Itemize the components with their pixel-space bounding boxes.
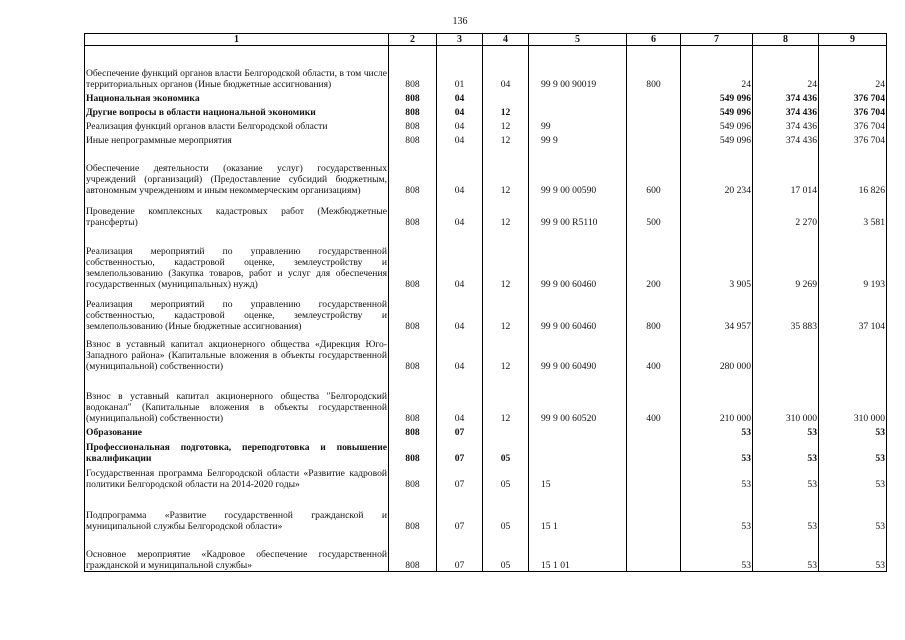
amount-col8 [753, 46, 819, 66]
amount-col9: 24 [819, 66, 887, 90]
code-target [529, 46, 627, 66]
amount-col8: 2 270 [753, 196, 819, 228]
amount-col8: 9 269 [753, 228, 819, 290]
table-row [85, 66, 887, 90]
code-subsection: 12 [483, 372, 529, 424]
amount-col9 [819, 332, 887, 372]
code-subsection: 12 [483, 196, 529, 228]
row-name: Другие вопросы в области национальной экономики [85, 104, 389, 118]
amount-col8: 374 436 [753, 132, 819, 146]
code-ministry: 808 [389, 532, 437, 572]
amount-col7: 20 234 [681, 146, 753, 196]
row-name: Реализация мероприятий по управлению государственной собственностью, кадастровой оценке, землеустройству и землепользованию (Иные бюджетные ассигнования) [85, 290, 389, 332]
code-ministry: 808 [389, 118, 437, 132]
code-target: 99 9 00 00590 [529, 146, 627, 196]
table-body [85, 46, 887, 572]
code-expense-type: 400 [627, 372, 681, 424]
code-subsection: 12 [483, 146, 529, 196]
amount-col7 [681, 46, 753, 66]
code-subsection [483, 90, 529, 104]
code-target: 15 1 [529, 490, 627, 532]
code-target [529, 424, 627, 438]
code-ministry: 808 [389, 464, 437, 490]
amount-col7: 549 096 [681, 118, 753, 132]
code-expense-type: 600 [627, 146, 681, 196]
amount-col7: 210 000 [681, 372, 753, 424]
amount-col7: 53 [681, 438, 753, 464]
amount-col9: 53 [819, 490, 887, 532]
code-section: 04 [437, 228, 483, 290]
code-ministry: 808 [389, 372, 437, 424]
code-subsection: 05 [483, 438, 529, 464]
code-target: 99 9 00 60520 [529, 372, 627, 424]
code-expense-type [627, 46, 681, 66]
code-section: 04 [437, 104, 483, 118]
code-expense-type [627, 490, 681, 532]
row-name: Иные непрограммные мероприятия [85, 132, 389, 146]
code-target [529, 90, 627, 104]
amount-col9: 9 193 [819, 228, 887, 290]
amount-col7: 53 [681, 424, 753, 438]
column-header: 9 [819, 34, 887, 46]
column-header: 6 [627, 34, 681, 46]
amount-col7: 280 000 [681, 332, 753, 372]
table-row [85, 438, 887, 464]
amount-col9: 376 704 [819, 118, 887, 132]
row-name: Основное мероприятие «Кадровое обеспечение государственной гражданской и муниципальной службы» [85, 532, 389, 572]
amount-col8: 53 [753, 424, 819, 438]
column-header: 5 [529, 34, 627, 46]
code-subsection: 12 [483, 332, 529, 372]
code-subsection: 12 [483, 132, 529, 146]
amount-col8: 24 [753, 66, 819, 90]
amount-col7: 3 905 [681, 228, 753, 290]
amount-col7: 34 957 [681, 290, 753, 332]
code-subsection: 05 [483, 532, 529, 572]
table-row [85, 90, 887, 104]
row-name: Государственная программа Белгородской области «Развитие кадровой политики Белгородской области на 2014-2020 годы» [85, 464, 389, 490]
code-target: 15 [529, 464, 627, 490]
code-target: 99 9 00 60460 [529, 290, 627, 332]
code-ministry: 808 [389, 90, 437, 104]
code-section: 04 [437, 332, 483, 372]
row-name: Реализация функций органов власти Белгородской области [85, 118, 389, 132]
code-subsection: 12 [483, 118, 529, 132]
row-name: Национальная экономика [85, 90, 389, 104]
row-name: Проведение комплексных кадастровых работ (Межбюджетные трансферты) [85, 196, 389, 228]
code-expense-type: 400 [627, 332, 681, 372]
code-section: 04 [437, 372, 483, 424]
amount-col9: 53 [819, 438, 887, 464]
code-expense-type [627, 104, 681, 118]
row-name: Обеспечение функций органов власти Белгородской области, в том числе территориальных органов (Иные бюджетные ассигнования) [86, 67, 387, 90]
code-ministry: 808 [389, 228, 437, 290]
table-row [85, 532, 887, 572]
code-target: 99 9 00 R5110 [529, 196, 627, 228]
table-row [85, 146, 887, 196]
code-target: 99 9 00 60460 [529, 228, 627, 290]
table-row [85, 228, 887, 290]
code-subsection: 05 [483, 464, 529, 490]
code-ministry: 808 [389, 66, 437, 90]
code-expense-type: 500 [627, 196, 681, 228]
amount-col7: 53 [681, 464, 753, 490]
code-section: 04 [437, 132, 483, 146]
amount-col8 [753, 332, 819, 372]
column-header: 3 [437, 34, 483, 46]
amount-col9: 53 [819, 464, 887, 490]
column-header: 8 [753, 34, 819, 46]
code-section: 04 [437, 290, 483, 332]
amount-col7: 549 096 [681, 104, 753, 118]
code-expense-type [627, 90, 681, 104]
column-header: 4 [483, 34, 529, 46]
row-name [85, 46, 389, 66]
code-target: 15 1 01 [529, 532, 627, 572]
row-name: Взнос в уставный капитал акционерного общества «Дирекция Юго-Западного района» (Капитальные вложения в объекты государственной (муниципальной) собственности) [85, 332, 389, 372]
amount-col7: 53 [681, 532, 753, 572]
code-expense-type [627, 132, 681, 146]
amount-col7: 549 096 [681, 132, 753, 146]
amount-col7 [681, 196, 753, 228]
row-name: Образование [85, 424, 389, 438]
row-name: Профессиональная подготовка, переподготовка и повышение квалификации [85, 438, 389, 464]
code-target [529, 104, 627, 118]
table-row [85, 332, 887, 372]
row-name: Реализация мероприятий по управлению государственной собственностью, кадастровой оценке, землеустройству и землепользованию (Закупка товаров, работ и услуг для обеспечения государственных (муниципальных) нужд) [85, 228, 389, 290]
amount-col9: 376 704 [819, 104, 887, 118]
code-ministry: 808 [389, 104, 437, 118]
amount-col9: 37 104 [819, 290, 887, 332]
code-expense-type: 200 [627, 228, 681, 290]
amount-col9: 16 826 [819, 146, 887, 196]
amount-col9: 310 000 [819, 372, 887, 424]
code-target: 99 [529, 118, 627, 132]
amount-col9: 53 [819, 424, 887, 438]
row-name: Взнос в уставный капитал акционерного общества "Белгородский водоканал" (Капитальные вложения в объекты государственной (муниципальной) собственности) [85, 372, 389, 424]
amount-col8: 53 [753, 438, 819, 464]
code-ministry: 808 [389, 438, 437, 464]
code-section: 04 [437, 146, 483, 196]
budget-table [84, 33, 887, 572]
code-target: 99 9 00 90019 [529, 66, 627, 90]
amount-col8: 374 436 [753, 90, 819, 104]
amount-col8: 53 [753, 490, 819, 532]
code-target: 99 9 [529, 132, 627, 146]
table-row [85, 104, 887, 118]
amount-col7: 549 096 [681, 90, 753, 104]
amount-col9: 376 704 [819, 132, 887, 146]
code-expense-type [627, 438, 681, 464]
code-section: 07 [437, 438, 483, 464]
code-section: 07 [437, 424, 483, 438]
code-section: 07 [437, 490, 483, 532]
code-target: 99 9 00 60490 [529, 332, 627, 372]
amount-col9: 376 704 [819, 90, 887, 104]
code-ministry: 808 [389, 132, 437, 146]
header-row [85, 34, 887, 46]
code-target [529, 438, 627, 464]
code-section: 07 [437, 464, 483, 490]
code-subsection [483, 46, 529, 66]
code-section: 04 [437, 90, 483, 104]
code-section: 04 [437, 118, 483, 132]
table-row [85, 372, 887, 424]
amount-col9: 3 581 [819, 196, 887, 228]
row-name: Подпрограмма «Развитие государственной гражданской и муниципальной службы Белгородской области» [85, 490, 389, 532]
table-row [85, 290, 887, 332]
amount-col8: 374 436 [753, 118, 819, 132]
amount-col7: 24 [681, 66, 753, 90]
code-subsection: 04 [483, 66, 529, 90]
row-name: Обеспечение деятельности (оказание услуг) государственных учреждений (организаций) (Предоставление субсидий бюджетным, автономным учреждениям и иным некоммерческим организациям) [85, 146, 389, 196]
code-section: 04 [437, 196, 483, 228]
code-expense-type [627, 532, 681, 572]
page-number: 136 [452, 16, 468, 27]
code-ministry: 808 [389, 290, 437, 332]
code-ministry [389, 46, 437, 66]
code-subsection: 12 [483, 290, 529, 332]
table-row [85, 196, 887, 228]
code-subsection [483, 424, 529, 438]
table-row [85, 46, 887, 66]
code-expense-type [627, 464, 681, 490]
amount-col8: 53 [753, 464, 819, 490]
amount-col8: 374 436 [753, 104, 819, 118]
amount-col9 [819, 46, 887, 66]
code-subsection: 05 [483, 490, 529, 532]
code-expense-type: 800 [627, 66, 681, 90]
amount-col8: 35 883 [753, 290, 819, 332]
amount-col8: 17 014 [753, 146, 819, 196]
table-row [85, 464, 887, 490]
amount-col7: 53 [681, 490, 753, 532]
code-subsection: 12 [483, 104, 529, 118]
code-ministry: 808 [389, 424, 437, 438]
code-expense-type [627, 118, 681, 132]
code-section: 07 [437, 532, 483, 572]
table-row [85, 490, 887, 532]
code-expense-type [627, 424, 681, 438]
code-ministry: 808 [389, 332, 437, 372]
amount-col8: 310 000 [753, 372, 819, 424]
code-section: 01 [437, 66, 483, 90]
amount-col8: 53 [753, 532, 819, 572]
code-subsection: 12 [483, 228, 529, 290]
code-ministry: 808 [389, 196, 437, 228]
code-ministry: 808 [389, 490, 437, 532]
column-header: 7 [681, 34, 753, 46]
column-header: 1 [85, 34, 389, 46]
table-row [85, 118, 887, 132]
code-section [437, 46, 483, 66]
amount-col9: 53 [819, 532, 887, 572]
table-row [85, 424, 887, 438]
code-ministry: 808 [389, 146, 437, 196]
column-header: 2 [389, 34, 437, 46]
table-row [85, 132, 887, 146]
code-expense-type: 800 [627, 290, 681, 332]
